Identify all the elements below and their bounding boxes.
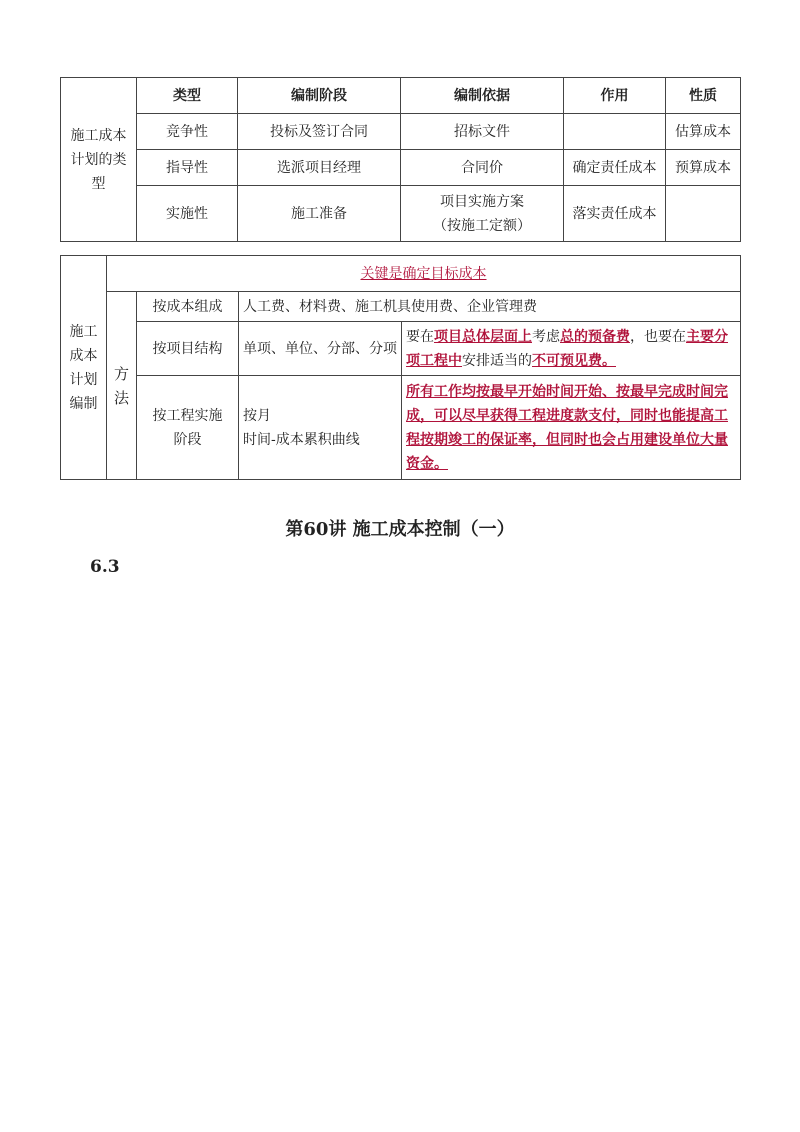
note-text: 最早开始 <box>490 383 546 400</box>
cost-plan-types-table <box>60 77 741 242</box>
cell-stage: 投标及签订合同 <box>238 114 401 150</box>
cell-type: 竞争性 <box>137 114 238 150</box>
note-text: 要在 <box>406 328 434 345</box>
col-header-nature: 性质 <box>666 78 741 114</box>
method-note <box>402 376 741 480</box>
content-line: 按月 <box>243 407 271 424</box>
note-text: 考虑 <box>532 328 560 345</box>
note-text: 最早完成 <box>630 383 686 400</box>
cell-nature: 预算成本 <box>666 150 741 186</box>
col-header-role: 作用 <box>564 78 666 114</box>
key-note: 关键是确定目标成本 <box>107 256 741 292</box>
method-name: 按成本组成 <box>137 292 239 322</box>
cell-basis: 招标文件 <box>401 114 564 150</box>
cell-type: 指导性 <box>137 150 238 186</box>
lecture-title: 第60讲 施工成本控制（一） <box>285 519 515 540</box>
note-text: ，也要在 <box>630 328 686 345</box>
method-note <box>402 322 741 376</box>
note-text: 也能提高工程 <box>406 407 728 448</box>
cell-basis: 合同价 <box>401 150 564 186</box>
cell-role: 落实责任成本 <box>564 186 666 242</box>
note-text: 主要分项工程中 <box>406 328 728 369</box>
table-row <box>61 150 741 186</box>
row-header-plan-types: 施工成本计划的类型 <box>61 78 137 242</box>
note-text: 所有工作均按 <box>406 383 490 400</box>
table-row <box>61 322 741 376</box>
cell-basis: 项目实施方案（按施工定额） <box>401 186 564 242</box>
method-content <box>239 376 402 480</box>
cell-role <box>564 114 666 150</box>
cell-role: 确定责任成本 <box>564 150 666 186</box>
method-content: 人工费、材料费、施工机具使用费、企业管理费 <box>239 292 741 322</box>
method-name: 按项目结构 <box>137 322 239 376</box>
cost-plan-compile-table <box>60 255 741 480</box>
cell-stage: 施工准备 <box>238 186 401 242</box>
table-row <box>61 186 741 242</box>
col-header-type: 类型 <box>137 78 238 114</box>
cell-nature <box>666 186 741 242</box>
cell-nature: 估算成本 <box>666 114 741 150</box>
row-header-plan-compile: 施工成本计划编制 <box>61 256 107 480</box>
col-header-basis: 编制依据 <box>401 78 564 114</box>
note-text: 安排适当的 <box>462 352 532 369</box>
note-text: 不可预见费。 <box>532 352 616 369</box>
cell-type: 实施性 <box>137 186 238 242</box>
col-header-stage: 编制阶段 <box>238 78 401 114</box>
note-text: 按期竣工的保证率，但同时也会占用建设单位大量资金。 <box>406 431 728 472</box>
note-text: 项目总体层面上 <box>434 328 532 345</box>
method-label: 方法 <box>107 292 137 480</box>
note-text: 总的预备费 <box>560 328 630 345</box>
section-number: 6.3 <box>90 557 120 577</box>
method-name: 按工程实施阶段 <box>137 376 239 480</box>
table-row <box>61 292 741 322</box>
content-line: 时间-成本累积曲线 <box>243 431 360 448</box>
table-row <box>61 114 741 150</box>
table-row <box>61 376 741 480</box>
cell-stage: 选派项目经理 <box>238 150 401 186</box>
method-content: 单项、单位、分部、分项 <box>239 322 402 376</box>
note-text: 时间开始、按 <box>546 383 630 400</box>
note-text: 时间完成，可以尽早获得工程进度款支付，同时 <box>406 383 728 424</box>
